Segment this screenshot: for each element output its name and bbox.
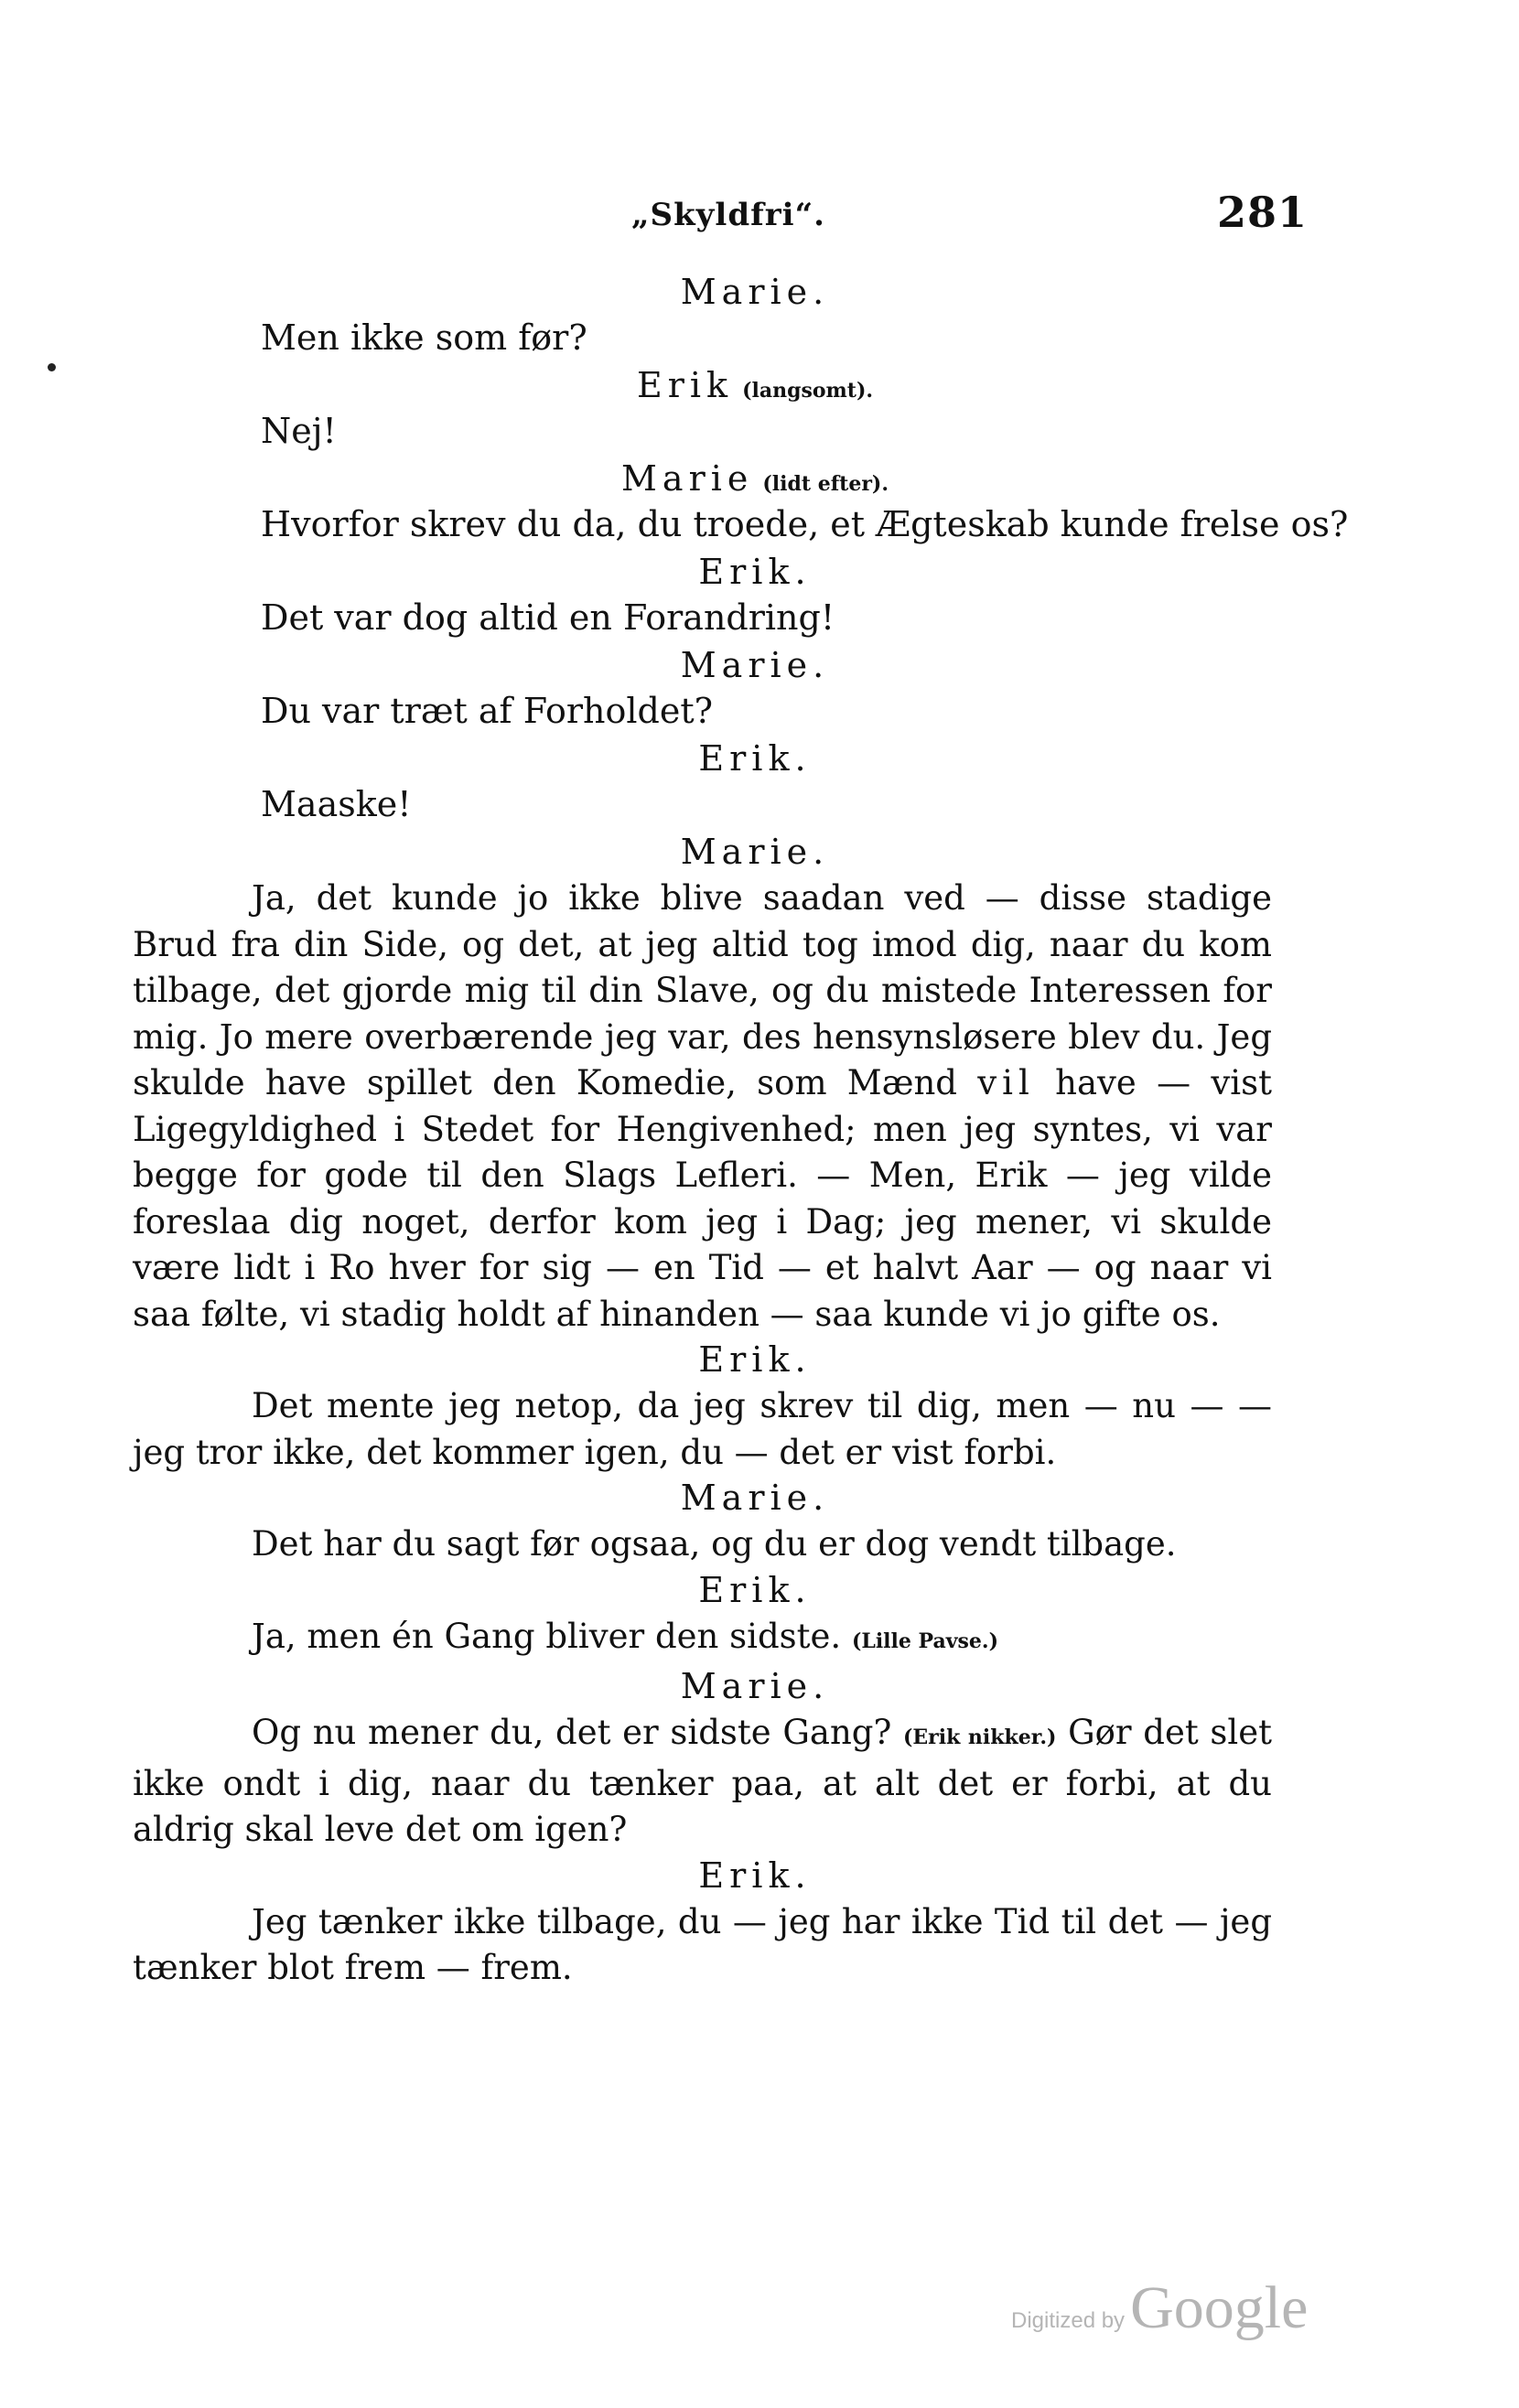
- dialogue-paragraph: [133, 1710, 1272, 1854]
- dialogue-paragraph: [133, 1614, 1272, 1665]
- speaker-heading: [238, 457, 1272, 502]
- dialogue-line: Hvorfor skrev du da, du troede, et Ægteskab kunde frelse os?: [261, 504, 1349, 544]
- paragraph-text: have — vist Ligegyldighed i Stedet for Hengivenhed; men jeg syntes, vi var begge for gode til den Slags Lefleri. — Men, Erik — jeg vilde foreslaa dig noget, derfor kom jeg i Dag; jeg mener, vi skulde være lidt i Ro hver for sig — en Tid — et halvt Aar — og naar vi saa følte, vi stadig holdt af hinanden — saa kunde vi jo gifte os.: [133, 1063, 1272, 1334]
- speaker-name: Marie: [621, 458, 754, 499]
- speaker-name: Erik: [636, 365, 734, 405]
- dialogue-line: Du var træt af Forholdet?: [261, 691, 713, 731]
- speaker-heading: Marie.: [680, 645, 830, 685]
- speaker-heading: Marie.: [680, 1666, 830, 1706]
- dialogue-line: Det var dog altid en Forandring!: [261, 597, 835, 638]
- speaker-heading: Erik.: [698, 1339, 812, 1380]
- running-head: „Skyldfri“.: [631, 197, 825, 233]
- paragraph-text: Gør det slet ikke ondt i dig, naar du tænker paa, at alt det er forbi, at du aldrig skal leve det om igen?: [133, 1713, 1272, 1849]
- stage-direction: (lidt efter).: [762, 472, 889, 496]
- stage-direction: (Erik nikker.): [902, 1725, 1057, 1749]
- watermark-prefix: Digitized by: [1011, 2308, 1126, 2333]
- speaker-heading: Erik.: [698, 1854, 812, 1896]
- stage-direction: (langsomt).: [742, 379, 874, 403]
- speaker-heading: [238, 363, 1272, 409]
- dialogue-paragraph: [133, 876, 1272, 1338]
- speaker-heading: Erik.: [698, 552, 812, 592]
- emphasized-word: vil: [977, 1063, 1035, 1102]
- paragraph-text: Ja, men én Gang bliver den sidste.: [252, 1616, 842, 1656]
- play-text: [133, 270, 1349, 1992]
- dialogue-paragraph: Det mente jeg netop, da jeg skrev til dig, men — nu — — jeg tror ikke, det kommer igen, du — det er vist forbi.: [133, 1386, 1272, 1472]
- speaker-heading: Marie.: [680, 1478, 830, 1518]
- page-number: 281: [1217, 188, 1309, 237]
- paragraph-text: Ja, det kunde jo ikke blive saadan ved — disse stadige Brud fra din Side, og det, at jeg altid tog imod dig, naar du kom tilbage, det gjorde mig til din Slave, og du mistede Interessen for mig. Jo mere overbærende jeg var, des hensynsløsere blev du. Jeg skulde have spillet den Komedie, som Mænd: [133, 878, 1272, 1102]
- speaker-heading: Marie.: [680, 272, 830, 312]
- dialogue-line: Nej!: [261, 411, 337, 451]
- speaker-heading: Erik.: [698, 1569, 812, 1610]
- page-header: [0, 188, 1519, 242]
- speaker-heading: Marie.: [680, 832, 830, 872]
- watermark-logo: Google: [1130, 2274, 1309, 2341]
- speaker-heading: Erik.: [698, 738, 812, 779]
- stage-direction: (Lille Pavse.): [851, 1629, 998, 1653]
- dialogue-paragraph: Det har du sagt før ogsaa, og du er dog vendt tilbage.: [252, 1524, 1177, 1564]
- dialogue-line: Men ikke som før?: [261, 317, 587, 358]
- paragraph-text: Og nu mener du, det er sidste Gang?: [252, 1713, 892, 1752]
- dialogue-line: Maaske!: [261, 784, 412, 824]
- print-speck: [48, 363, 56, 371]
- digitized-watermark: [1011, 2274, 1308, 2343]
- dialogue-paragraph: Jeg tænker ikke tilbage, du — jeg har ikke Tid til det — jeg tænker blot frem — frem.: [133, 1901, 1272, 1987]
